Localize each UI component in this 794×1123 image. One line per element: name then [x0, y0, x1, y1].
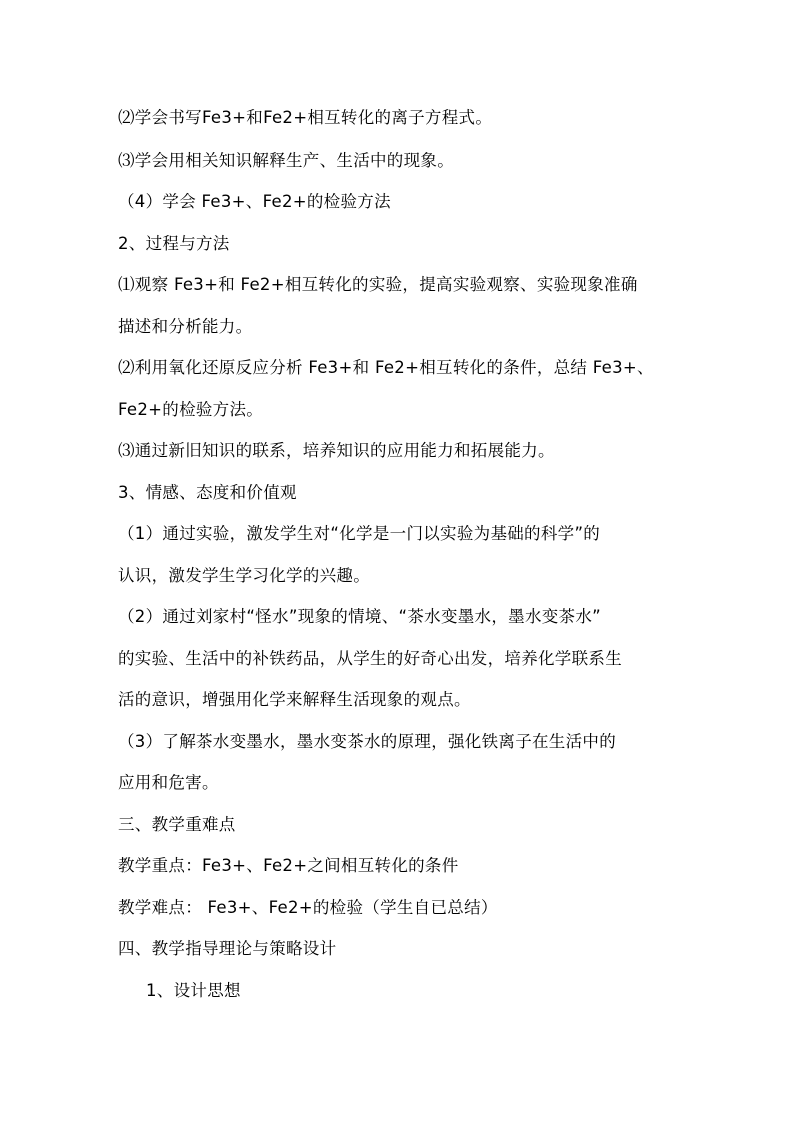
process-item-2-line-1: ⑵利用氧化还原反应分析 Fe3+和 Fe2+相互转化的条件，总结 Fe3+、 — [118, 358, 654, 377]
emotion-item-2-line-3: 活的意识，增强用化学来解释生活现象的观点。 — [118, 690, 471, 709]
section-theory-and-strategy: 四、教学指导理论与策略设计 — [118, 939, 337, 958]
emotion-item-3-line-1: （3）了解茶水变墨水，墨水变茶水的原理，强化铁离子在生活中的 — [118, 732, 616, 751]
emotion-item-1-line-1: （1）通过实验，激发学生对“化学是一门以实验为基础的科学”的 — [118, 524, 601, 543]
objective-detection-method: （4）学会 Fe3+、Fe2+的检验方法 — [118, 192, 391, 211]
emotion-item-2-line-2: 的实验、生活中的补铁药品，从学生的好奇心出发，培养化学联系生 — [118, 649, 622, 668]
process-item-3: ⑶通过新旧知识的联系，培养知识的应用能力和拓展能力。 — [118, 441, 555, 460]
section-process-and-method: 2、过程与方法 — [118, 234, 230, 253]
objective-write-ionic-equations: ⑵学会书写Fe3+和Fe2+相互转化的离子方程式。 — [118, 108, 493, 127]
subsection-design-idea: 1、设计思想 — [146, 981, 241, 1000]
section-emotion-attitude-values: 3、情感、态度和价值观 — [118, 483, 297, 502]
process-item-1-line-1: ⑴观察 Fe3+和 Fe2+相互转化的实验，提高实验观察、实验现象准确 — [118, 275, 638, 294]
emotion-item-1-line-2: 认识，激发学生学习化学的兴趣。 — [118, 566, 370, 585]
section-key-difficult-points: 三、教学重难点 — [118, 815, 236, 834]
process-item-2-line-2: Fe2+的检验方法。 — [118, 400, 264, 419]
emotion-item-2-line-1: （2）通过刘家村“怪水”现象的情境、“茶水变墨水，墨水变茶水” — [118, 607, 601, 626]
objective-explain-phenomena: ⑶学会用相关知识解释生产、生活中的现象。 — [118, 151, 454, 170]
teaching-key-point: 教学重点：Fe3+、Fe2+之间相互转化的条件 — [118, 856, 459, 875]
teaching-difficult-point: 教学难点： Fe3+、Fe2+的检验（学生自已总结） — [118, 898, 498, 917]
emotion-item-3-line-2: 应用和危害。 — [118, 773, 219, 792]
process-item-1-line-2: 描述和分析能力。 — [118, 317, 253, 336]
